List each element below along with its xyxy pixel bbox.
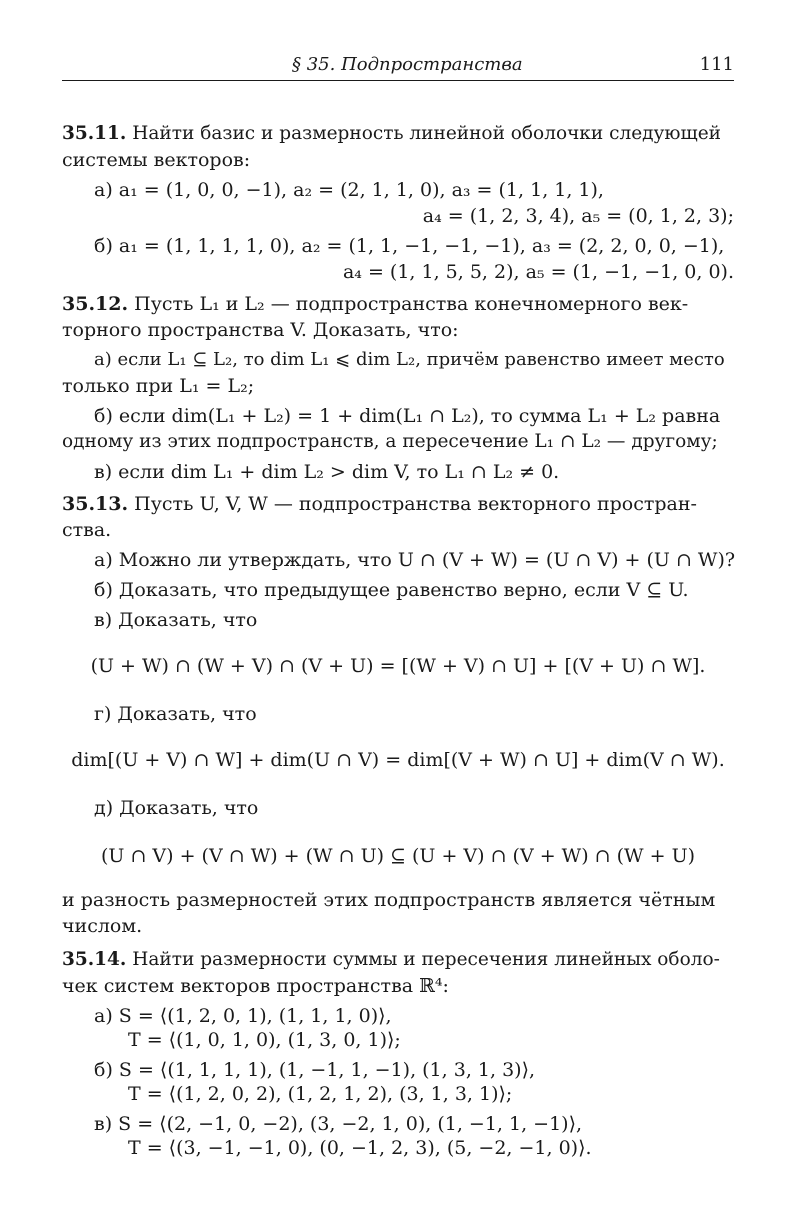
problem-35-12-item-b: б) если dim(L₁ + L₂) = 1 + dim(L₁ ∩ L₂), то сумма L₁ + L₂ равна	[94, 405, 721, 427]
problem-35-13-formula-d: dim[(U + V) ∩ W] + dim(U ∩ V) = dim[(V + W) ∩ U] + dim(V ∩ W).	[71, 749, 725, 771]
problem-35-11-item-b: б) a₁ = (1, 1, 1, 1, 0), a₂ = (1, 1, −1, −1, −1), a₃ = (2, 2, 0, 0, −1),	[94, 235, 725, 257]
problem-35-12-item-b-cont: одному из этих подпространств, а пересечение L₁ ∩ L₂ — другому;	[62, 431, 718, 452]
problem-35-13-line-1	[62, 490, 734, 518]
problem-35-13-formula-e: (U ∩ V) + (V ∩ W) + (W ∩ U) ⊆ (U + V) ∩ (V + W) ∩ (W + U)	[101, 845, 695, 867]
problem-35-13-conclusion-cont: числом.	[62, 915, 143, 937]
running-head	[62, 54, 734, 78]
problem-text: Найти базис и размерность линейной оболочки следующей	[132, 123, 722, 144]
textbook-page	[62, 0, 734, 1230]
problem-number: 35.11.	[62, 123, 127, 144]
problem-35-12-item-a-cont: только при L₁ = L₂;	[62, 375, 255, 397]
problem-35-13-item-a: а) Можно ли утверждать, что U ∩ (V + W) = (U ∩ V) + (U ∩ W)?	[94, 549, 736, 571]
problem-35-11-item-b-cont: a₄ = (1, 1, 5, 5, 2), a₅ = (1, −1, −1, 0, 0).	[342, 261, 734, 283]
problem-35-14-line-2: чек систем векторов пространства ℝ⁴:	[62, 975, 449, 997]
problem-35-14-item-a-s: а) S = ⟨(1, 2, 0, 1), (1, 1, 1, 0)⟩,	[94, 1005, 392, 1027]
problem-35-11-item-a-cont: a₄ = (1, 2, 3, 4), a₅ = (0, 1, 2, 3);	[422, 205, 734, 227]
problem-35-13-item-b: б) Доказать, что предыдущее равенство верно, если V ⊆ U.	[94, 579, 689, 601]
problem-35-11-line-1	[62, 120, 734, 148]
problem-number: 35.13.	[62, 493, 129, 515]
problem-number: 35.14.	[62, 949, 127, 970]
problem-35-13-item-d: г) Доказать, что	[94, 703, 257, 725]
problem-35-13-item-e: д) Доказать, что	[94, 797, 259, 819]
problem-35-14-item-a-t: T = ⟨(1, 0, 1, 0), (1, 3, 0, 1)⟩;	[128, 1029, 401, 1051]
problem-35-13-conclusion: и разность размерностей этих подпространств является чётным	[62, 889, 716, 911]
running-title: § 35. Подпространства	[292, 54, 523, 75]
problem-35-12-line-2: торного пространства V. Доказать, что:	[62, 319, 459, 341]
header-rule	[62, 80, 734, 81]
problem-text: Пусть L₁ и L₂ — подпространства конечномерного век-	[134, 293, 689, 315]
problem-35-12-item-a: а) если L₁ ⊆ L₂, то dim L₁ ⩽ dim L₂, причём равенство имеет место	[94, 349, 725, 370]
problem-35-14-item-c-t: T = ⟨(3, −1, −1, 0), (0, −1, 2, 3), (5, −2, −1, 0)⟩.	[128, 1137, 592, 1159]
problem-number: 35.12.	[62, 293, 129, 315]
problem-35-13-line-2: ства.	[62, 519, 112, 541]
page-number: 111	[699, 54, 734, 75]
problem-35-14-item-b-s: б) S = ⟨(1, 1, 1, 1), (1, −1, 1, −1), (1, 3, 1, 3)⟩,	[94, 1059, 536, 1081]
problem-35-11-item-a: а) a₁ = (1, 0, 0, −1), a₂ = (2, 1, 1, 0), a₃ = (1, 1, 1, 1),	[94, 179, 604, 201]
problem-35-11-line-2: системы векторов:	[62, 149, 251, 171]
problem-35-14-item-c-s: в) S = ⟨(2, −1, 0, −2), (3, −2, 1, 0), (1, −1, 1, −1)⟩,	[94, 1113, 583, 1135]
problem-35-14-line-1	[62, 946, 734, 974]
problem-35-13-formula-c: (U + W) ∩ (W + V) ∩ (V + U) = [(W + V) ∩ U] + [(V + U) ∩ W].	[90, 655, 706, 677]
problem-35-14-item-b-t: T = ⟨(1, 2, 0, 2), (1, 2, 1, 2), (3, 1, 3, 1)⟩;	[128, 1083, 513, 1105]
problem-text: Пусть U, V, W — подпространства векторного простран-	[134, 493, 697, 515]
problem-35-12-line-1	[62, 290, 734, 318]
problem-35-13-item-c: в) Доказать, что	[94, 609, 258, 631]
problem-text: Найти размерности суммы и пересечения линейных оболо-	[132, 949, 720, 970]
problem-35-12-item-c: в) если dim L₁ + dim L₂ > dim V, то L₁ ∩ L₂ ≠ 0.	[94, 461, 560, 483]
